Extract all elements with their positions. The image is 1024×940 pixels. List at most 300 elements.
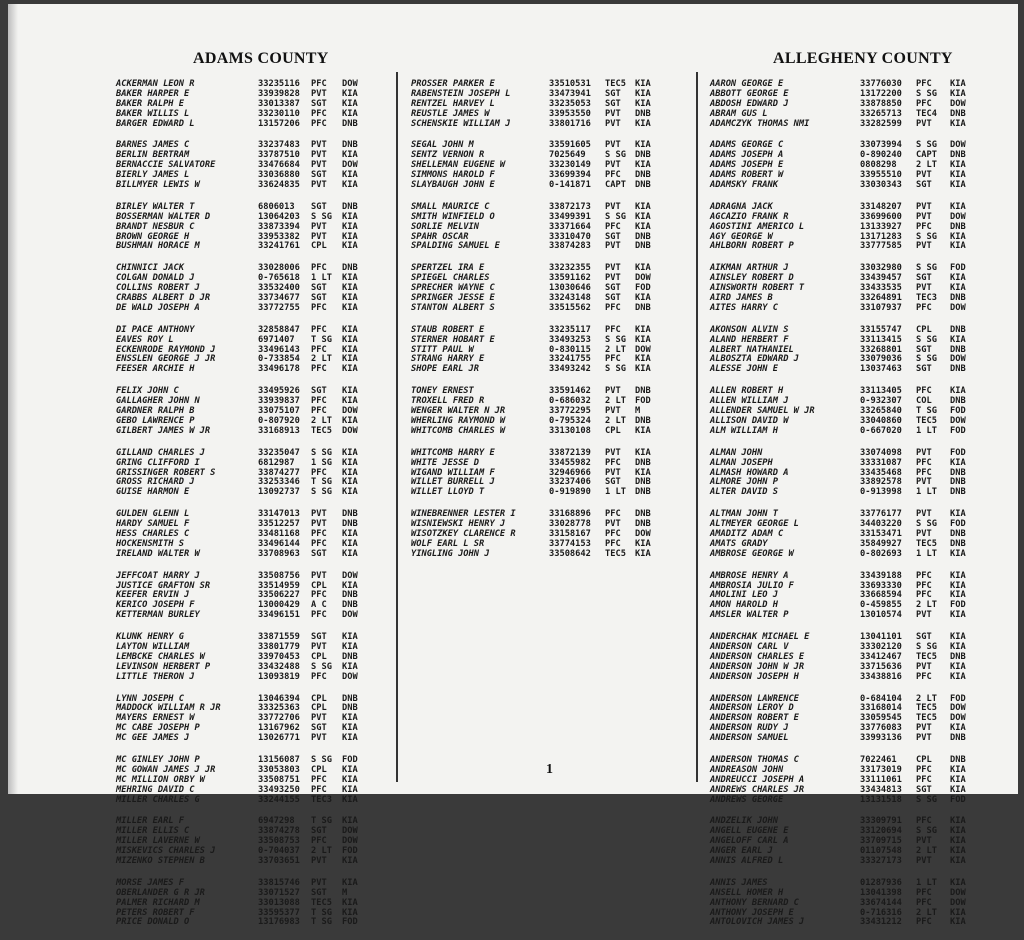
serial-number: 0-667020 bbox=[860, 425, 902, 436]
rank: S SG bbox=[916, 826, 937, 837]
soldier-name: SEGAL JOHN M bbox=[411, 140, 474, 151]
rank: CPL bbox=[311, 764, 327, 775]
soldier-name: ABRAM GUS L bbox=[710, 108, 768, 119]
serial-number: 32858847 bbox=[258, 324, 300, 335]
status: KIA bbox=[635, 293, 651, 304]
rank: PFC bbox=[311, 671, 327, 682]
serial-number: 33412467 bbox=[860, 651, 902, 662]
serial-number: 33508753 bbox=[258, 836, 300, 847]
rank: S SG bbox=[916, 641, 937, 652]
rank: S SG bbox=[311, 754, 332, 765]
status: KIA bbox=[635, 364, 651, 375]
roster-entry bbox=[411, 427, 665, 437]
soldier-name: EAVES ROY L bbox=[116, 334, 174, 345]
soldier-name: STANTON ALBERT S bbox=[411, 302, 495, 313]
rank: CPL bbox=[916, 754, 932, 765]
status: KIA bbox=[342, 723, 358, 734]
status: DNB bbox=[635, 170, 651, 181]
status: KIA bbox=[950, 180, 966, 191]
serial-number: 33703651 bbox=[258, 856, 300, 866]
roster-entry bbox=[710, 796, 980, 806]
roster-entry bbox=[116, 918, 372, 928]
adams-county-column-1 bbox=[116, 80, 372, 940]
status: KIA bbox=[342, 661, 358, 672]
status: KIA bbox=[342, 354, 358, 365]
status: DOW bbox=[342, 826, 358, 837]
serial-number: 13157206 bbox=[258, 118, 300, 129]
soldier-name: SHOPE EARL JR bbox=[411, 364, 479, 375]
rank: 2 LT bbox=[311, 415, 332, 426]
soldier-name: LYNN JOSEPH C bbox=[116, 693, 184, 704]
serial-number: 33331087 bbox=[860, 457, 902, 468]
serial-number: 33434813 bbox=[860, 784, 902, 795]
serial-number: 13172200 bbox=[860, 88, 902, 99]
rank: PVT bbox=[916, 241, 932, 252]
rank: S SG bbox=[916, 794, 937, 805]
rank: PVT bbox=[916, 201, 932, 212]
serial-number: 33776177 bbox=[860, 509, 902, 520]
rank: PVT bbox=[311, 641, 327, 652]
status: KIA bbox=[950, 118, 966, 129]
status: FOD bbox=[950, 406, 966, 417]
status: DNB bbox=[342, 519, 358, 530]
status: KIA bbox=[342, 632, 358, 643]
roster-group bbox=[411, 203, 665, 252]
serial-number: 33113405 bbox=[860, 386, 902, 397]
roster-entry bbox=[116, 857, 372, 867]
soldier-name: AMBROSE HENRY A bbox=[710, 570, 789, 581]
status: KIA bbox=[342, 580, 358, 591]
soldier-name: WILLET BURRELL J bbox=[411, 477, 495, 488]
roster-entry bbox=[116, 427, 372, 437]
soldier-name: ANDREWS CHARLES JR bbox=[710, 784, 805, 795]
roster-entry bbox=[411, 304, 665, 314]
serial-number: 0-704037 bbox=[258, 846, 300, 857]
soldier-name: STAUB ROBERT E bbox=[411, 324, 485, 335]
serial-number: 33327173 bbox=[860, 856, 902, 866]
roster-entry bbox=[710, 611, 980, 621]
status: KIA bbox=[950, 580, 966, 591]
soldier-name: WHITE JESSE D bbox=[411, 457, 479, 468]
serial-number: 33253346 bbox=[258, 477, 300, 488]
rank: SGT bbox=[916, 273, 932, 284]
status: KIA bbox=[950, 160, 966, 171]
serial-number: 33028778 bbox=[549, 519, 591, 530]
soldier-name: AGCAZIO FRANK R bbox=[710, 211, 789, 222]
status: KIA bbox=[950, 784, 966, 795]
serial-number: 33506227 bbox=[258, 590, 300, 601]
rank: PFC bbox=[311, 538, 327, 549]
status: DNB bbox=[342, 263, 358, 274]
rank: PVT bbox=[311, 570, 327, 581]
soldier-name: DE WALD JOSEPH A bbox=[116, 302, 200, 313]
serial-number: 0808298 bbox=[860, 160, 897, 171]
soldier-name: HOCKENSMITH S bbox=[116, 538, 184, 549]
soldier-name: ALTMEYER GEORGE L bbox=[710, 519, 799, 530]
status: KIA bbox=[635, 201, 651, 212]
soldier-name: ANDERSON THOMAS C bbox=[710, 754, 799, 765]
rank: PFC bbox=[605, 302, 621, 313]
serial-number: 33815746 bbox=[258, 877, 300, 888]
rank: SGT bbox=[311, 826, 327, 837]
status: DNB bbox=[342, 118, 358, 129]
soldier-name: STITT PAUL W bbox=[411, 344, 474, 355]
status: KIA bbox=[950, 457, 966, 468]
soldier-name: STERNER HOBART E bbox=[411, 334, 495, 345]
status: M bbox=[342, 887, 348, 898]
soldier-name: IRELAND WALTER W bbox=[116, 548, 200, 559]
status: KIA bbox=[342, 170, 358, 181]
serial-number: 33939828 bbox=[258, 88, 300, 99]
soldier-name: ANDERSON ROBERT E bbox=[710, 713, 799, 724]
serial-number: 33595377 bbox=[258, 907, 300, 918]
soldier-name: WHERLING RAYMOND W bbox=[411, 415, 506, 426]
rank: 2 LT bbox=[916, 907, 937, 918]
serial-number: 33532400 bbox=[258, 283, 300, 294]
rank: SGT bbox=[311, 386, 327, 397]
soldier-name: AIKMAN ARTHUR J bbox=[710, 263, 789, 274]
status: KIA bbox=[342, 150, 358, 161]
status: KIA bbox=[950, 671, 966, 682]
serial-number: 13171283 bbox=[860, 231, 902, 242]
rank: SGT bbox=[916, 632, 932, 643]
soldier-name: ABBOTT GEORGE E bbox=[710, 88, 789, 99]
rank: PVT bbox=[311, 713, 327, 724]
roster-group bbox=[710, 141, 980, 190]
soldier-name: WIGAND WILLIAM F bbox=[411, 467, 495, 478]
soldier-name: AHLBORN ROBERT P bbox=[710, 241, 794, 252]
serial-number: 13093819 bbox=[258, 671, 300, 682]
roster-group bbox=[710, 510, 980, 559]
status: DOW bbox=[950, 302, 966, 313]
rank: 2 LT bbox=[916, 846, 937, 857]
serial-number: 33892578 bbox=[860, 477, 902, 488]
roster-entry bbox=[411, 488, 665, 498]
serial-number: 33053803 bbox=[258, 764, 300, 775]
soldier-name: ALLENDER SAMUEL W JR bbox=[710, 406, 815, 417]
soldier-name: FELIX JOHN C bbox=[116, 386, 179, 397]
soldier-name: KEEFER ERVIN J bbox=[116, 590, 190, 601]
status: KIA bbox=[342, 733, 358, 744]
rank: PVT bbox=[916, 477, 932, 488]
status: KIA bbox=[342, 538, 358, 549]
soldier-name: GULDEN GLENN L bbox=[116, 509, 190, 520]
soldier-name: WILLET LLOYD T bbox=[411, 487, 485, 498]
serial-number: 33155747 bbox=[860, 324, 902, 335]
rank: CPL bbox=[311, 703, 327, 714]
soldier-name: ANTHONY BERNARD C bbox=[710, 897, 799, 908]
status: KIA bbox=[950, 856, 966, 866]
serial-number: 33059545 bbox=[860, 713, 902, 724]
status: KIA bbox=[950, 231, 966, 242]
rank: PVT bbox=[916, 170, 932, 181]
soldier-name: LAYTON WILLIAM bbox=[116, 641, 190, 652]
status: KIA bbox=[342, 467, 358, 478]
soldier-name: AMADITZ ADAM C bbox=[710, 528, 784, 539]
serial-number: 33693330 bbox=[860, 580, 902, 591]
serial-number: 33148207 bbox=[860, 201, 902, 212]
serial-number: 33237406 bbox=[549, 477, 591, 488]
soldier-name: BROWN GEORGE H bbox=[116, 231, 190, 242]
rank: SGT bbox=[311, 283, 327, 294]
roster-entry bbox=[411, 120, 665, 130]
rank: TEC3 bbox=[311, 794, 332, 805]
roster-group bbox=[116, 633, 372, 682]
rank: TEC5 bbox=[311, 425, 332, 436]
serial-number: 33481168 bbox=[258, 528, 300, 539]
status: KIA bbox=[950, 917, 966, 928]
soldier-name: ANDZELIK JOHN bbox=[710, 816, 778, 827]
soldier-name: MILLER ELLIS C bbox=[116, 826, 190, 837]
status: KIA bbox=[950, 774, 966, 785]
status: KIA bbox=[342, 283, 358, 294]
roster-entry bbox=[710, 120, 980, 130]
status: KIA bbox=[342, 856, 358, 866]
soldier-name: ECKENRODE RAYMOND J bbox=[116, 344, 216, 355]
soldier-name: WINEBRENNER LESTER I bbox=[411, 509, 516, 520]
rank: CPL bbox=[311, 651, 327, 662]
rank: PVT bbox=[311, 160, 327, 171]
serial-number: 13131518 bbox=[860, 794, 902, 805]
serial-number: 33624835 bbox=[258, 180, 300, 191]
soldier-name: MILLER CHARLES G bbox=[116, 794, 200, 805]
serial-number: 33432488 bbox=[258, 661, 300, 672]
rank: 2 LT bbox=[916, 693, 937, 704]
rank: PFC bbox=[916, 98, 932, 109]
rank: PFC bbox=[916, 897, 932, 908]
serial-number: 0-684104 bbox=[860, 693, 902, 704]
soldier-name: SCHENSKIE WILLIAM J bbox=[411, 118, 511, 129]
serial-number: 33674144 bbox=[860, 897, 902, 908]
serial-number: 33325363 bbox=[258, 703, 300, 714]
serial-number: 6812987 bbox=[258, 457, 295, 468]
status: DNB bbox=[950, 324, 966, 335]
serial-number: 35849927 bbox=[860, 538, 902, 549]
soldier-name: BARGER EDWARD L bbox=[116, 118, 195, 129]
serial-number: 0-733854 bbox=[258, 354, 300, 365]
status: KIA bbox=[342, 794, 358, 805]
soldier-name: SORLIE MELVIN bbox=[411, 221, 479, 232]
soldier-name: YINGLING JOHN J bbox=[411, 548, 490, 559]
serial-number: 33433535 bbox=[860, 283, 902, 294]
rank: PVT bbox=[311, 733, 327, 744]
soldier-name: ENSSLEN GEORGE J JR bbox=[116, 354, 216, 365]
soldier-name: SLAYBAUGH JOHN E bbox=[411, 180, 495, 191]
soldier-name: ALMASH HOWARD A bbox=[710, 467, 789, 478]
rank: PVT bbox=[916, 447, 932, 458]
soldier-name: ANDERCHAK MICHAEL E bbox=[710, 632, 810, 643]
status: KIA bbox=[342, 548, 358, 559]
soldier-name: GILLAND CHARLES J bbox=[116, 447, 205, 458]
status: KIA bbox=[342, 487, 358, 498]
status: DNB bbox=[635, 457, 651, 468]
rank: TEC5 bbox=[916, 651, 937, 662]
status: KIA bbox=[950, 79, 966, 89]
status: KIA bbox=[342, 364, 358, 375]
serial-number: 33168014 bbox=[860, 703, 902, 714]
roster-group bbox=[411, 80, 665, 129]
serial-number: 33113415 bbox=[860, 334, 902, 345]
roster-group bbox=[710, 572, 980, 621]
status: KIA bbox=[342, 477, 358, 488]
serial-number: 33874277 bbox=[258, 467, 300, 478]
rank: SGT bbox=[311, 723, 327, 734]
rank: PVT bbox=[916, 836, 932, 847]
rank: PFC bbox=[311, 344, 327, 355]
roster-group bbox=[116, 387, 372, 436]
rank: SGT bbox=[605, 98, 621, 109]
status: FOD bbox=[950, 263, 966, 274]
status: KIA bbox=[635, 88, 651, 99]
status: KIA bbox=[950, 386, 966, 397]
soldier-name: SPAHR OSCAR bbox=[411, 231, 469, 242]
status: DOW bbox=[342, 160, 358, 171]
serial-number: 33235047 bbox=[258, 447, 300, 458]
soldier-name: GRISSINGER ROBERT S bbox=[116, 467, 216, 478]
status: KIA bbox=[635, 467, 651, 478]
status: DOW bbox=[635, 528, 651, 539]
serial-number: 33158167 bbox=[549, 528, 591, 539]
serial-number: 33493253 bbox=[549, 334, 591, 345]
serial-number: 33508756 bbox=[258, 570, 300, 581]
status: DNB bbox=[342, 600, 358, 611]
rank: PVT bbox=[311, 221, 327, 232]
soldier-name: RABENSTEIN JOSEPH L bbox=[411, 88, 511, 99]
serial-number: 33310470 bbox=[549, 231, 591, 242]
status: KIA bbox=[950, 610, 966, 621]
status: KIA bbox=[950, 846, 966, 857]
status: DNB bbox=[635, 241, 651, 252]
status: M bbox=[635, 406, 641, 417]
status: DNB bbox=[950, 467, 966, 478]
roster-group bbox=[116, 203, 372, 252]
soldier-name: AMOLINI LEO J bbox=[710, 590, 778, 601]
status: DNB bbox=[950, 293, 966, 304]
status: KIA bbox=[342, 221, 358, 232]
status: KIA bbox=[635, 118, 651, 129]
status: KIA bbox=[342, 211, 358, 222]
serial-number: 33496143 bbox=[258, 344, 300, 355]
rank: TEC5 bbox=[605, 548, 626, 559]
soldier-name: MILLER EARL F bbox=[116, 816, 184, 827]
serial-number: 0-686032 bbox=[549, 396, 591, 407]
soldier-name: AMSLER WALTER P bbox=[710, 610, 789, 621]
soldier-name: ACKERMAN LEON R bbox=[116, 79, 195, 89]
status: KIA bbox=[635, 548, 651, 559]
soldier-name: SMITH WINFIELD O bbox=[411, 211, 495, 222]
rank: 1 LT bbox=[916, 487, 937, 498]
roster-group bbox=[710, 387, 980, 436]
status: KIA bbox=[950, 661, 966, 672]
rank: PFC bbox=[916, 816, 932, 827]
rank: PVT bbox=[311, 509, 327, 520]
rank: S SG bbox=[311, 447, 332, 458]
soldier-name: ANDERSON CHARLES E bbox=[710, 651, 805, 662]
soldier-name: ADRAGNA JACK bbox=[710, 201, 773, 212]
roster-group bbox=[710, 695, 980, 744]
soldier-name: SPERTZEL IRA E bbox=[411, 263, 485, 274]
rank: CAPT bbox=[916, 150, 937, 161]
rank: 1 LT bbox=[311, 273, 332, 284]
rank: TEC4 bbox=[916, 108, 937, 119]
soldier-name: MORSE JAMES F bbox=[116, 877, 184, 888]
serial-number: 33953550 bbox=[549, 108, 591, 119]
serial-number: 33787510 bbox=[258, 150, 300, 161]
soldier-name: ANDREUCCI JOSEPH A bbox=[710, 774, 805, 785]
rank: PVT bbox=[916, 283, 932, 294]
rank: 2 LT bbox=[605, 396, 626, 407]
soldier-name: LEMBCKE CHARLES W bbox=[116, 651, 205, 662]
serial-number: 33030343 bbox=[860, 180, 902, 191]
status: KIA bbox=[342, 108, 358, 119]
serial-number: 01107548 bbox=[860, 846, 902, 857]
serial-number: 33874283 bbox=[549, 241, 591, 252]
soldier-name: ADAMS ROBERT W bbox=[710, 170, 784, 181]
serial-number: 13037463 bbox=[860, 364, 902, 375]
status: KIA bbox=[635, 334, 651, 345]
soldier-name: REUSTLE JAMES W bbox=[411, 108, 490, 119]
rank: PVT bbox=[916, 509, 932, 520]
roster-group bbox=[116, 141, 372, 190]
rank: CPL bbox=[311, 580, 327, 591]
status: DOW bbox=[950, 703, 966, 714]
rank: PFC bbox=[916, 580, 932, 591]
rank: PVT bbox=[605, 241, 621, 252]
serial-number: 0-913998 bbox=[860, 487, 902, 498]
status: KIA bbox=[342, 334, 358, 345]
soldier-name: AMON HAROLD H bbox=[710, 600, 778, 611]
soldier-name: AKONSON ALVIN S bbox=[710, 324, 789, 335]
soldier-name: SPIEGEL CHARLES bbox=[411, 273, 490, 284]
soldier-name: SIMMONS HAROLD F bbox=[411, 170, 495, 181]
soldier-name: GILBERT JAMES W JR bbox=[116, 425, 211, 436]
rank: S SG bbox=[916, 354, 937, 365]
rank: PVT bbox=[916, 610, 932, 621]
status: FOD bbox=[950, 693, 966, 704]
rank: A C bbox=[311, 600, 327, 611]
status: DNB bbox=[342, 509, 358, 520]
soldier-name: ANNIS JAMES bbox=[710, 877, 768, 888]
rank: PFC bbox=[311, 784, 327, 795]
roster-entry bbox=[116, 242, 372, 252]
serial-number: 33772755 bbox=[258, 302, 300, 313]
rank: S SG bbox=[311, 661, 332, 672]
serial-number: 33036880 bbox=[258, 170, 300, 181]
status: KIA bbox=[950, 590, 966, 601]
rank: S SG bbox=[605, 334, 626, 345]
serial-number: 33776083 bbox=[860, 723, 902, 734]
rank: PVT bbox=[311, 856, 327, 866]
status: KIA bbox=[342, 241, 358, 252]
serial-number: 33013088 bbox=[258, 897, 300, 908]
serial-number: 33515562 bbox=[549, 302, 591, 313]
status: KIA bbox=[342, 273, 358, 284]
rank: PVT bbox=[311, 231, 327, 242]
roster-group bbox=[116, 879, 372, 928]
roster-group bbox=[710, 326, 980, 375]
soldier-name: MC GINLEY JOHN P bbox=[116, 754, 200, 765]
soldier-name: KLUNK HENRY G bbox=[116, 632, 184, 643]
rank: CAPT bbox=[605, 180, 626, 191]
soldier-name: MC MILLION ORBY W bbox=[116, 774, 205, 785]
rank: PFC bbox=[605, 538, 621, 549]
soldier-name: GROSS RICHARD J bbox=[116, 477, 195, 488]
roster-group bbox=[116, 695, 372, 744]
soldier-name: ALBOSZTA EDWARD J bbox=[710, 354, 799, 365]
soldier-name: BARNES JAMES C bbox=[116, 140, 190, 151]
status: DOW bbox=[950, 354, 966, 365]
roster-group bbox=[116, 756, 372, 805]
